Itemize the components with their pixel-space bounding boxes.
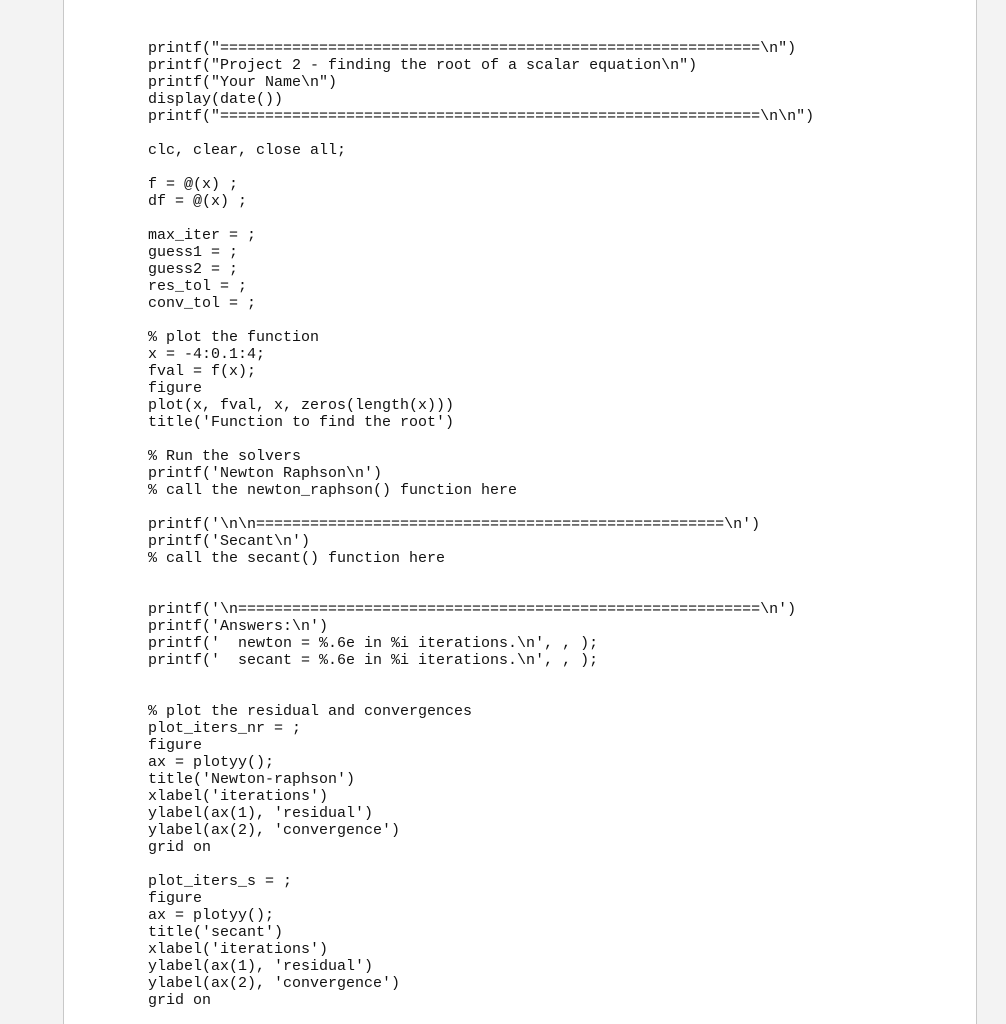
code-line: printf('Secant\n') <box>148 533 311 550</box>
code-line: f = @(x) ; <box>148 176 239 193</box>
code-line: % call the newton_raphson() function here <box>148 482 518 499</box>
code-line: % call the secant() function here <box>148 550 446 567</box>
code-line: df = @(x) ; <box>148 193 248 210</box>
code-line: conv_tol = ; <box>148 295 257 312</box>
code-line: printf("Your Name\n") <box>148 74 338 91</box>
code-line: printf("============================================================\n") <box>148 40 797 57</box>
document-page <box>63 0 977 1024</box>
code-line: fval = f(x); <box>148 363 257 380</box>
code-line: ylabel(ax(2), 'convergence') <box>148 975 401 992</box>
code-line: title('Newton-raphson') <box>148 771 356 788</box>
code-line: printf("============================================================\n\n") <box>148 108 815 125</box>
code-line: printf(' newton = %.6e in %i iterations.\n', , ); <box>148 635 599 652</box>
code-line <box>148 856 814 873</box>
code-line: grid on <box>148 992 212 1009</box>
code-line: figure <box>148 737 203 754</box>
code-line: max_iter = ; <box>148 227 257 244</box>
code-listing <box>148 40 814 1009</box>
code-line: % plot the residual and convergences <box>148 703 473 720</box>
code-line: figure <box>148 380 203 397</box>
code-line: ax = plotyy(); <box>148 754 275 771</box>
code-line <box>148 669 814 686</box>
code-line: printf(' secant = %.6e in %i iterations.\n', , ); <box>148 652 599 669</box>
code-line <box>148 567 814 584</box>
code-line: % Run the solvers <box>148 448 302 465</box>
code-line <box>148 686 814 703</box>
code-line: figure <box>148 890 203 907</box>
code-line: display(date()) <box>148 91 284 108</box>
code-line: guess1 = ; <box>148 244 239 261</box>
code-line: ax = plotyy(); <box>148 907 275 924</box>
code-line: clc, clear, close all; <box>148 142 347 159</box>
code-line <box>148 431 814 448</box>
code-line: plot(x, fval, x, zeros(length(x))) <box>148 397 455 414</box>
code-line: guess2 = ; <box>148 261 239 278</box>
code-line <box>148 125 814 142</box>
code-line: ylabel(ax(2), 'convergence') <box>148 822 401 839</box>
code-line: printf('Answers:\n') <box>148 618 329 635</box>
code-line: grid on <box>148 839 212 856</box>
code-line: printf('\n\n====================================================\n') <box>148 516 761 533</box>
code-line: printf('Newton Raphson\n') <box>148 465 383 482</box>
code-line: ylabel(ax(1), 'residual') <box>148 958 374 975</box>
code-line <box>148 584 814 601</box>
code-line: plot_iters_s = ; <box>148 873 293 890</box>
code-line: x = -4:0.1:4; <box>148 346 266 363</box>
code-line <box>148 159 814 176</box>
code-line <box>148 312 814 329</box>
code-line: title('secant') <box>148 924 284 941</box>
code-line: res_tol = ; <box>148 278 248 295</box>
code-line: title('Function to find the root') <box>148 414 455 431</box>
code-line: printf("Project 2 - finding the root of a scalar equation\n") <box>148 57 698 74</box>
code-line <box>148 210 814 227</box>
code-line: ylabel(ax(1), 'residual') <box>148 805 374 822</box>
code-line: xlabel('iterations') <box>148 941 329 958</box>
code-line <box>148 499 814 516</box>
code-line: plot_iters_nr = ; <box>148 720 302 737</box>
code-line: printf('\n==========================================================\n') <box>148 601 797 618</box>
code-line: xlabel('iterations') <box>148 788 329 805</box>
code-line: % plot the function <box>148 329 320 346</box>
